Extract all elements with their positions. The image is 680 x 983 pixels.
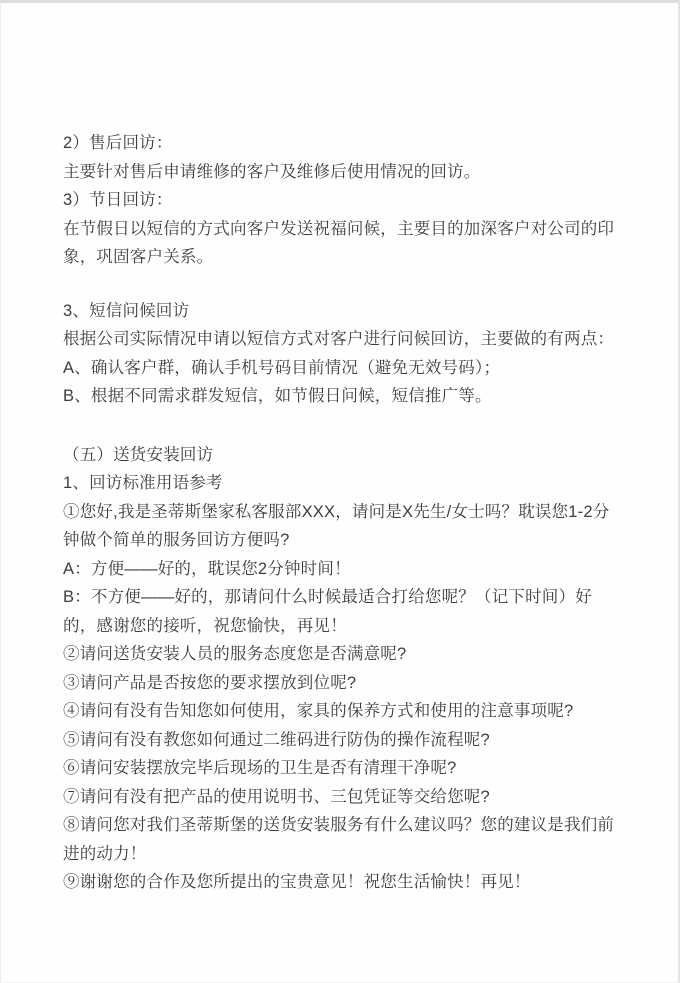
heading-sms-greeting-callback: 3、短信问候回访: [63, 301, 190, 320]
para-aftersales-desc: 主要针对售后申请维修的客户及维修后使用情况的回访。: [63, 162, 481, 181]
document-content: [1, 3, 678, 897]
heading-delivery-install-callback: （五）送货安装回访: [63, 445, 214, 464]
script-item-5: ⑤请问有没有教您如何通过二维码进行防伪的操作流程呢?: [63, 730, 490, 749]
script-item-1: ①您好,我是圣蒂斯堡家私客服部XXX，请问是X先生/女士吗？耽误您1-2分钟做个简单的服务回访方便吗?: [63, 502, 610, 549]
para-sms-point-a: A、确认客户群，确认手机号码目前情况（避免无效号码）；: [63, 358, 501, 377]
para-sms-desc: 根据公司实际情况申请以短信方式对客户进行问候回访，主要做的有两点：: [63, 330, 615, 348]
script-item-6: ⑥请问安装摆放完毕后现场的卫生是否有清理干净呢?: [63, 759, 457, 777]
heading-script-reference: 1、回访标准用语参考: [63, 474, 223, 492]
heading-holiday-callback: 3）节日回访：: [63, 191, 173, 209]
script-item-1-option-a: A：方便——好的，耽误您2分钟时间！: [63, 559, 351, 578]
script-item-8: ⑧请问您对我们圣蒂斯堡的送货安装服务有什么建议吗？您的建议是我们前进的动力！: [63, 816, 615, 863]
script-item-3: ③请问产品是否按您的要求摆放到位呢?: [63, 673, 357, 692]
para-sms-point-b: B、根据不同需求群发短信，如节假日问候，短信推广等。: [63, 387, 492, 405]
heading-aftersales-callback: 2）售后回访：: [63, 134, 173, 152]
script-item-9: ⑨谢谢您的合作及您所提出的宝贵意见！祝您生活愉快！再见！: [63, 873, 531, 891]
script-item-4: ④请问有没有告知您如何使用，家具的保养方式和使用的注意事项呢?: [63, 702, 574, 720]
script-item-2: ②请问送货安装人员的服务态度您是否满意呢?: [63, 645, 407, 663]
para-holiday-desc: 在节假日以短信的方式向客户发送祝福问候，主要目的加深客户对公司的印象，巩固客户关系。: [63, 219, 615, 266]
script-item-1-option-b: B：不方便——好的，那请问什么时候最适合打给您呢？（记下时间）好的，感谢您的接听，祝您愉快，再见！: [63, 588, 592, 635]
script-item-7: ⑦请问有没有把产品的使用说明书、三包凭证等交给您呢?: [63, 787, 490, 806]
